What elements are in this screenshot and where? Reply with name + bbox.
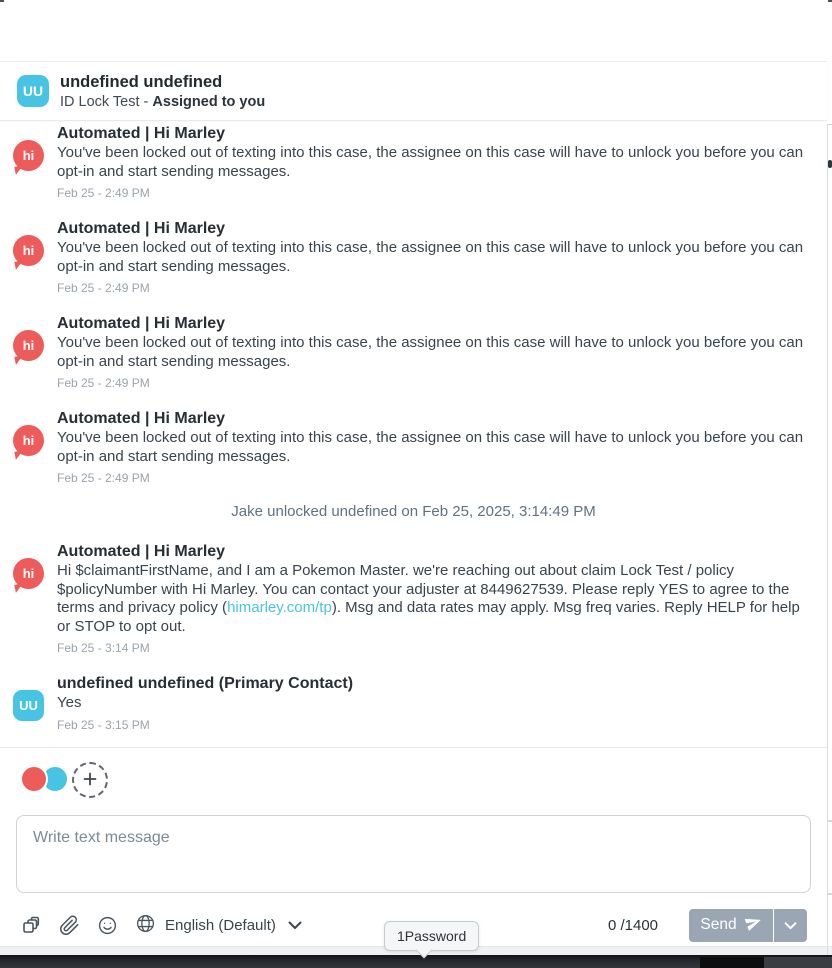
message-body: You've been locked out of texting into this case, the assignee on this case will have to unlock you before you can opt-in and start sending messages. — [57, 239, 804, 275]
message-input[interactable] — [16, 815, 811, 893]
message-content — [57, 541, 807, 655]
message-body: You've been locked out of texting into this case, the assignee on this case will have to unlock you before you can opt-in and start sending messages. — [57, 334, 804, 370]
panel-border-tick — [827, 893, 832, 895]
taskbar-segment — [700, 957, 764, 968]
message-sender: Automated | Hi Marley — [57, 125, 226, 142]
avatar: UU — [17, 75, 49, 107]
paperclip-icon — [59, 915, 80, 936]
participant-chip-jn[interactable] — [20, 765, 48, 793]
participants-row — [20, 764, 827, 800]
taskbar-segment — [764, 957, 832, 968]
conversation-title: undefined undefined — [60, 72, 223, 91]
message-content — [57, 313, 807, 390]
avatar: UU — [13, 690, 44, 721]
avatar: hi — [13, 235, 44, 266]
message-sender: Automated | Hi Marley — [57, 220, 226, 237]
assigned-to-you-label: Assigned to you — [152, 93, 266, 110]
tooltip-text: 1Password — [397, 928, 467, 944]
message-timestamp: Feb 25 - 2:49 PM — [57, 471, 150, 485]
avatar: hi — [13, 140, 44, 171]
message-row — [0, 218, 827, 295]
message-row — [0, 123, 827, 200]
message-body: Yes — [57, 694, 82, 711]
emoji-button[interactable] — [97, 915, 118, 936]
attachment-button[interactable] — [59, 915, 80, 936]
message-list[interactable] — [0, 121, 827, 750]
message-content — [57, 408, 807, 485]
send-options-button[interactable] — [773, 909, 807, 942]
conversation-header-text — [60, 72, 265, 111]
send-plane-icon — [745, 914, 762, 936]
message-row — [0, 313, 827, 390]
chevron-down-icon — [288, 917, 302, 934]
message-row — [0, 541, 827, 655]
send-button-group — [689, 909, 807, 942]
message-timestamp: Feb 25 - 3:14 PM — [57, 641, 150, 655]
templates-button[interactable] — [20, 914, 42, 936]
case-name: ID Lock Test - — [60, 93, 153, 110]
message-timestamp: Feb 25 - 2:49 PM — [57, 186, 150, 200]
message-sender: Automated | Hi Marley — [57, 315, 226, 332]
composer — [0, 748, 827, 946]
globe-icon — [135, 913, 156, 938]
message-sender: Automated | Hi Marley — [57, 410, 226, 427]
message-avatar-col — [0, 408, 57, 485]
avatar: hi — [13, 425, 44, 456]
panel-border — [827, 125, 828, 955]
message-avatar-col — [0, 541, 57, 655]
privacy-policy-link[interactable]: himarley.com/tp — [227, 599, 332, 616]
language-label: English (Default) — [165, 916, 276, 934]
window-corner-artifact — [828, 0, 832, 2]
scrollbar-thumb[interactable] — [828, 160, 832, 168]
message-row — [0, 673, 827, 732]
message-body: You've been locked out of texting into this case, the assignee on this case will have to unlock you before you can opt-in and start sending messages. — [57, 429, 804, 465]
avatar: hi — [13, 558, 44, 589]
plus-icon — [82, 771, 98, 790]
chevron-down-icon — [784, 918, 797, 933]
smiley-icon — [97, 915, 118, 936]
message-avatar-col — [0, 123, 57, 200]
send-button-label: Send — [700, 916, 737, 933]
message-timestamp: Feb 25 - 3:15 PM — [57, 717, 150, 732]
language-selector[interactable] — [135, 913, 302, 938]
message-sender: Automated | Hi Marley — [57, 543, 226, 560]
password-manager-tooltip — [384, 921, 479, 951]
send-button[interactable] — [689, 909, 773, 942]
system-message: Jake unlocked undefined on Feb 25, 2025, 3:14:49 PM — [231, 503, 596, 520]
window-corner-artifact — [0, 0, 4, 2]
templates-icon — [20, 914, 42, 936]
panel-border-tick — [827, 820, 832, 822]
message-timestamp: Feb 25 - 2:49 PM — [57, 376, 150, 390]
message-avatar-col — [0, 673, 57, 732]
message-content — [57, 123, 807, 200]
message-avatar-col — [0, 218, 57, 295]
character-count: 0 /1400 — [607, 916, 658, 934]
conversation-header — [0, 61, 827, 121]
message-content — [57, 218, 807, 295]
message-sender: undefined undefined (Primary Contact) — [57, 675, 354, 692]
message-avatar-col — [0, 313, 57, 390]
panel-border-tick — [827, 124, 832, 125]
message-body: Hi $claimantFirstName, and I am a Pokemon Master. we're reaching out about claim Lock Test / policy $policyNumber with Hi Marley. You can contact your adjuster at 8449627539. Please reply YES to agree to the terms and privacy policy (himarley.com/tp). Msg and data rates may apply. Msg freq varies. Reply HELP for help or STOP to opt out. — [57, 562, 800, 635]
message-row — [0, 408, 827, 485]
message-timestamp: Feb 25 - 2:49 PM — [57, 281, 150, 295]
add-participant-button[interactable] — [72, 762, 108, 798]
message-body: You've been locked out of texting into this case, the assignee on this case will have to unlock you before you can opt-in and start sending messages. — [57, 144, 804, 180]
conversation-subtitle — [60, 93, 265, 111]
avatar: hi — [13, 330, 44, 361]
message-content — [57, 673, 807, 732]
